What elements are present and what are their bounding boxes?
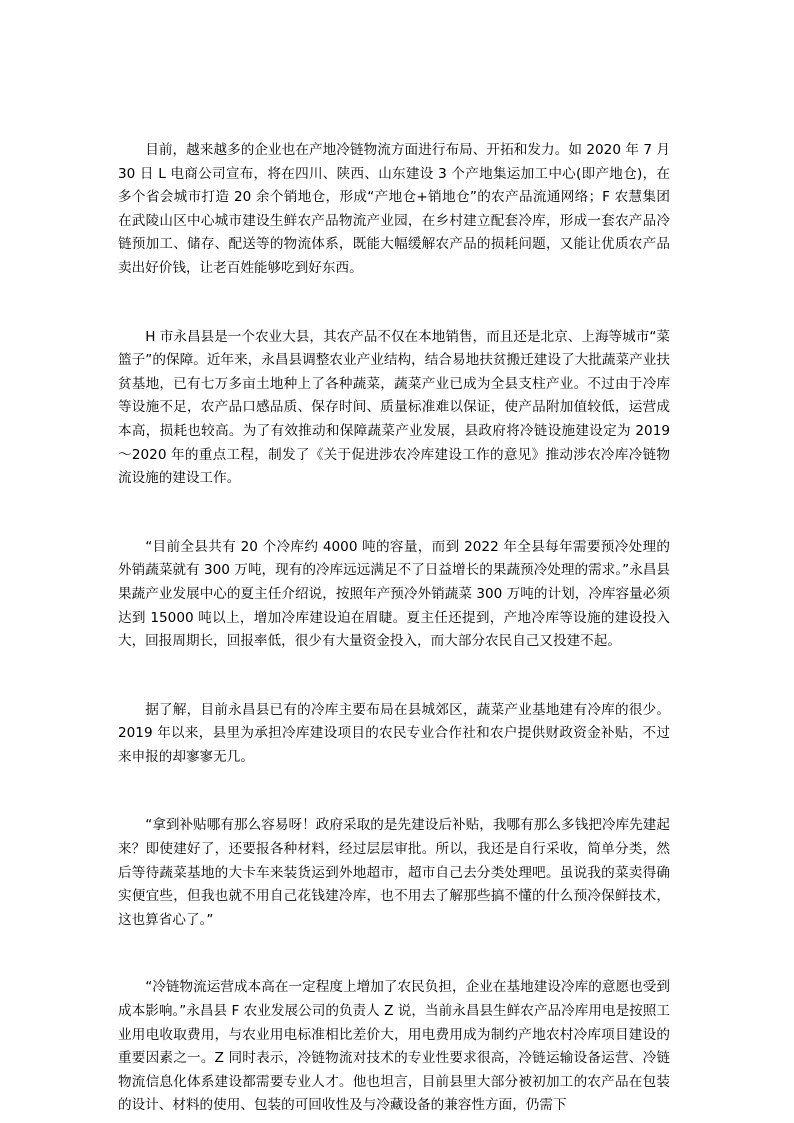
paragraph-spacer [118,769,670,814]
paragraph-2: H 市永昌县是一个农业大县，其农产品不仅在本地销售，而且还是北京、上海等城市“菜篮子”的保障。近年来，永昌县调整农业产业结构，结合易地扶贫搬迁建设了大批蔬菜产业扶贫基地，已有七万多亩土地种上了各种蔬菜，蔬菜产业已成为全县支柱产业。不过由于冷库等设施不足，农产品口感品质、保存时间、质量标准难以保证，使产品附加值较低，运营成本高，损耗也较高。为了有效推动和保障蔬菜产业发展，县政府将冷链设施建设定为 2019～2020 年的重点工程，制发了《关于促进涉农冷库建设工作的意见》推动涉农冷库冷链物流设施的建设工作。 [118,328,670,487]
paragraph-5: “拿到补贴哪有那么容易呀！政府采取的是先建设后补贴，我哪有那么多钱把冷库先建起来？即使建好了，还要报各种材料，经过层层审批。所以，我还是自行采收，简单分类，然后等待蔬菜基地的大卡车来装货运到外地超市，超市自己去分类处理吧。虽说我的菜卖得确实便宜些，但我也就不用自己花钱建冷库，也不用去了解那些搞不懂的什么预冷保鲜技术，这也算省心了。” [118,817,670,928]
document-body [118,139,670,1118]
paragraph-spacer [118,281,670,326]
paragraph-6: “冷链物流运营成本高在一定程度上增加了农民负担，企业在基地建设冷库的意愿也受到成本影响。”永昌县 F 农业发展公司的负责人 Z 说，当前永昌县生鲜农产品冷库用电是按照工业用电收取费用，与农业用电标准相比差价大，用电费用成为制约产地农村冷库项目建设的重要因素之一。Z 同时表示，冷链物流对技术的专业性要求很高，冷链运输设备运营、冷链物流信息化体系建设都需要专业人才。他也坦言，目前县里大部分被初加工的农产品在包装的设计、材料的使用、包装的可回收性及与冷藏设备的兼容性方面，仍需下 [118,979,670,1114]
paragraph-1: 目前，越来越多的企业也在产地冷链物流方面进行布局、开拓和发力。如 2020 年 7 月 30 日 L 电商公司宣布，将在四川、陕西、山东建设 3 个产地集运加工中心(即产地仓)，在多个省会城市打造 20 余个销地仓，形成“产地仓+销地仓”的农产品流通网络；F 农慧集团在武陵山区中心城市建设生鲜农产品物流产业园，在乡村建立配套冷库，形成一套农产品冷链预加工、储存、配送等的物流体系，既能大幅缓解农产品的损耗问题，又能让优质农产品卖出好价钱，让老百姓能够吃到好东西。 [118,142,670,276]
paragraph-4: 据了解，目前永昌县已有的冷库主要布局在县城郊区，蔬菜产业基地建有冷库的很少。2019 年以来，县里为承担冷库建设项目的农民专业合作社和农户提供财政资金补贴，不过来申报的却寥寥无几。 [118,701,670,765]
paragraph-spacer [118,932,670,976]
paragraph-3: “目前全县共有 20 个冷库约 4000 吨的容量，而到 2022 年全县每年需要预冷处理的外销蔬菜就有 300 万吨，现有的冷库远远满足不了日益增长的果蔬预冷处理的需求。”永昌县果蔬产业发展中心的夏主任介绍说，按照年产预冷外销蔬菜 300 万吨的计划，冷库容量必须达到 15000 吨以上，增加冷库建设迫在眉睫。夏主任还提到，产地冷库等设施的建设投入大，回报周期长，回报率低，很少有大量资金投入，而大部分农民自己又投建不起。 [118,538,670,650]
paragraph-spacer [118,654,670,699]
paragraph-spacer [118,491,670,536]
